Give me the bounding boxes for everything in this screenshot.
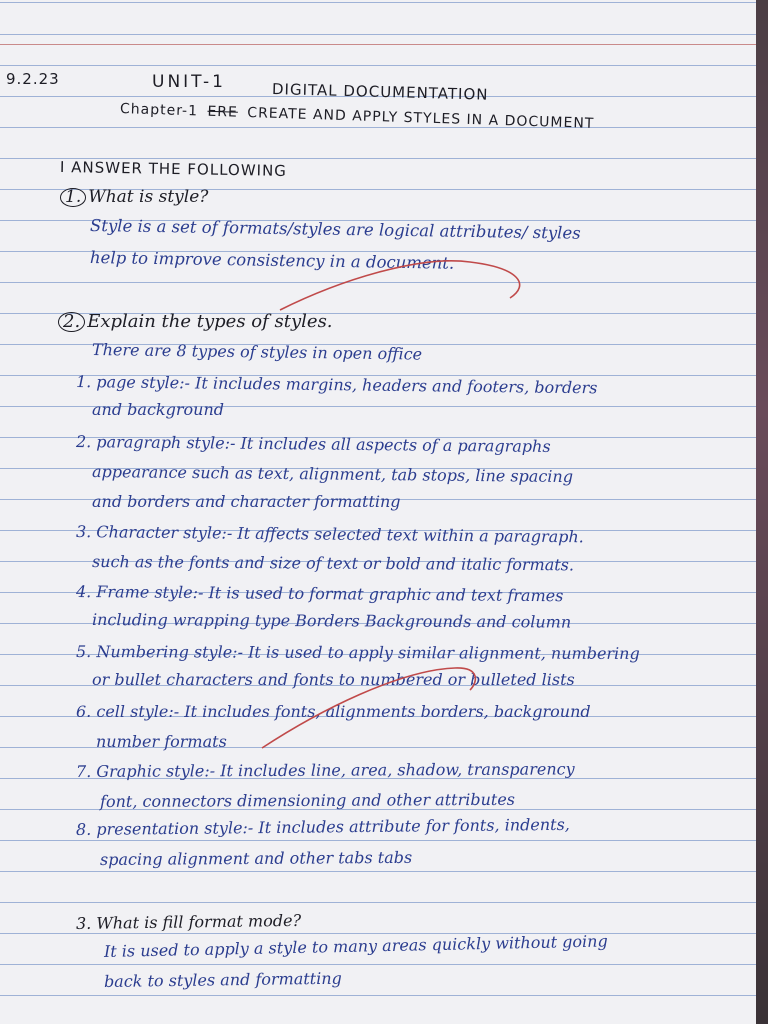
subject-title: DIGITAL DOCUMENTATION <box>271 80 489 104</box>
q2-text: Explain the types of styles. <box>87 311 333 332</box>
q2-item-2-line-2: appearance such as text, alignment, tab stops, line spacing <box>91 462 574 487</box>
section-title: I ANSWER THE FOLLOWING <box>59 158 288 180</box>
q3-answer-line-1: It is used to apply a style to many areas quickly without going <box>103 931 608 961</box>
q2-item-7-line-1: 7. Graphic style:- It includes line, area, shadow, transparency <box>75 759 575 781</box>
q1-answer-line-1: Style is a set of formats/styles are logical attributes/ styles <box>89 216 581 243</box>
q1-number: 1. <box>60 188 86 207</box>
background-edge <box>756 0 768 1024</box>
q3-number: 3. <box>75 913 92 933</box>
q2-item-1-line-1: 1. page style:- It includes margins, headers and footers, borders <box>75 372 598 398</box>
struck-word: ERE <box>207 103 239 121</box>
q2-item-5-line-2: or bullet characters and fonts to numbered or bulleted lists <box>92 670 575 689</box>
unit-label: UNIT-1 <box>152 72 226 92</box>
q2-item-4-line-2: including wrapping type Borders Backgrounds and column <box>91 610 572 632</box>
q1-text: What is style? <box>88 187 209 207</box>
q2-item-2-line-3: and borders and character formatting <box>92 492 401 511</box>
q2-item-3-line-1: 3. Character style:- It affects selected text within a paragraph. <box>75 522 584 547</box>
q2-item-7-line-2: font, connectors dimensioning and other attributes <box>99 789 516 811</box>
chapter-title: CREATE AND APPLY STYLES IN A DOCUMENT <box>247 105 595 132</box>
q2-intro: There are 8 types of styles in open office <box>91 340 423 364</box>
q2-item-8-line-2: spacing alignment and other tabs tabs <box>99 847 413 869</box>
q2-item-6-line-1: 6. cell style:- It includes fonts, alignments borders, background <box>76 702 591 721</box>
red-check-mark-q2 <box>262 668 475 748</box>
q2-item-2-line-1: 2. paragraph style:- It includes all aspects of a paragraphs <box>75 432 551 456</box>
q3-text: What is fill format mode? <box>96 910 302 933</box>
chapter-label: Chapter-1 <box>119 101 199 120</box>
q3-answer-line-2: back to styles and formatting <box>103 968 342 991</box>
q1-answer-line-2: help to improve consistency in a document. <box>89 248 455 273</box>
q2-item-3-line-2: such as the fonts and size of text or bold and italic formats. <box>91 552 575 575</box>
q2-item-6-line-2: number formats <box>96 732 227 751</box>
red-check-mark-q1 <box>280 261 520 310</box>
q2-item-8-line-1: 8. presentation style:- It includes attribute for fonts, indents, <box>75 814 570 839</box>
q2-item-5-line-1: 5. Numbering style:- It is used to apply similar alignment, numbering <box>75 642 640 663</box>
date-label: 9.2.23 <box>6 70 60 88</box>
q2-item-1-line-2: and background <box>92 400 224 419</box>
q2-item-4-line-1: 4. Frame style:- It is used to format graphic and text frames <box>75 582 564 606</box>
q2-number: 2. <box>58 312 85 332</box>
